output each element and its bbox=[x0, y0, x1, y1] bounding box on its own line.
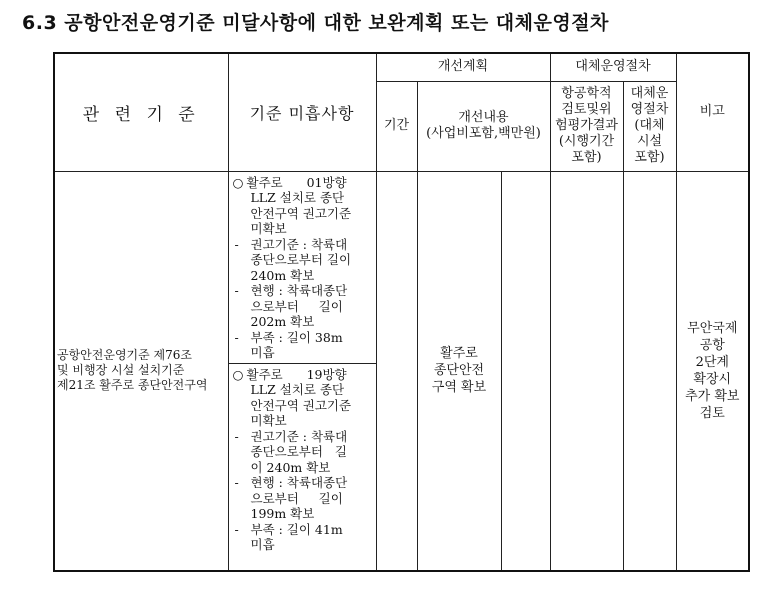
cell-standard: 공항안전운영기준 제76조 및 비행장 시설 설치기준 제21조 활주로 종단안전구역 bbox=[54, 171, 228, 571]
header-review: 항공학적 검토및위 험평가결과 (시행기간 포함) bbox=[550, 81, 623, 171]
header-deficiency: 기준 미흡사항 bbox=[228, 53, 376, 171]
header-alt-proc: 대체운 영절차 (대체 시설 포함) bbox=[623, 81, 676, 171]
deficiency-table bbox=[53, 52, 750, 572]
cell-period bbox=[376, 171, 417, 571]
cell-content: 활주로 종단안전 구역 확보 bbox=[417, 171, 501, 571]
cell-review bbox=[550, 171, 623, 571]
cell-deficiency bbox=[228, 171, 376, 571]
header-improvement-plan: 개선계획 bbox=[376, 53, 550, 81]
header-remarks: 비고 bbox=[676, 53, 749, 171]
cell-remarks: 무안국제 공항 2단계 확장시 추가 확보 검토 bbox=[676, 171, 749, 571]
header-content: 개선내용 (사업비포함,백만원) bbox=[417, 81, 550, 171]
deficiency-block-01: ○ 활주로 01방향 LLZ 설치로 종단 안전구역 권고기준 미확보 - 권고기준 : 착륙대 종단으로부터 길이 240m 확보 - 현행 : 착륙대종단 으로부터 길이 202m 확보 - 부족 : 길이 38m 미흡 bbox=[232, 174, 352, 360]
cell-budget bbox=[501, 171, 550, 571]
cell-alt-proc bbox=[623, 171, 676, 571]
deficiency-block-19: ○ 활주로 19방향 LLZ 설치로 종단 안전구역 권고기준 미확보 - 권고기준 : 착륙대 종단으로부터 길 이 240m 확보 - 현행 : 착륙대종단 으로부터 길이 199m 확보 - 부족 : 길이 41m 미흡 bbox=[229, 363, 376, 555]
header-alternative-procedure: 대체운영절차 bbox=[550, 53, 676, 81]
header-period: 기간 bbox=[376, 81, 417, 171]
header-standard: 관 련 기 준 bbox=[54, 53, 228, 171]
page-title: 6.3 공항안전운영기준 미달사항에 대한 보완계획 또는 대체운영절차 bbox=[22, 12, 609, 34]
